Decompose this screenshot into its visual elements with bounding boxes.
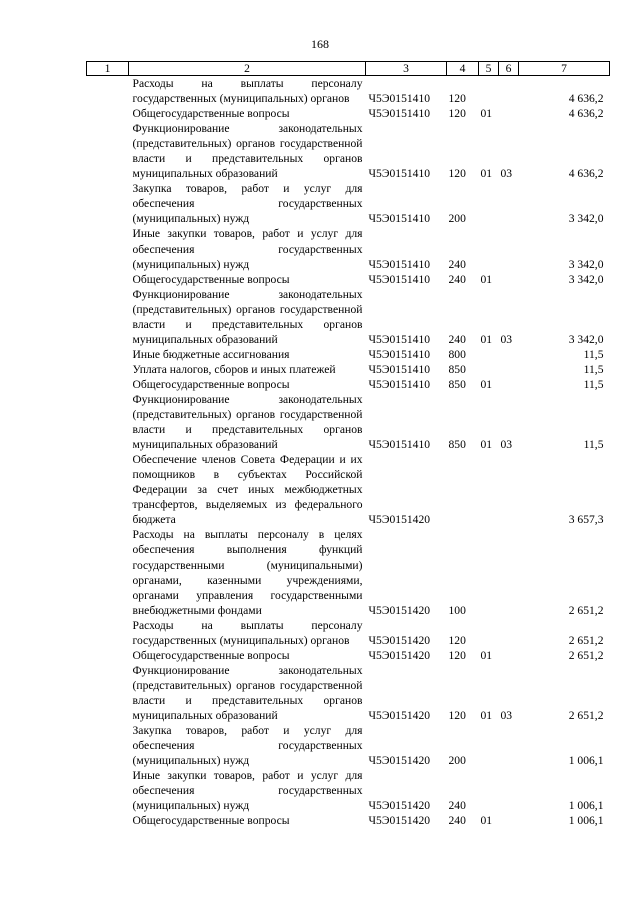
cell-blank [87, 663, 129, 723]
cell-name: Иные бюджетные ассигнования [132, 347, 290, 361]
cell-expense-type: 100 [448, 603, 466, 617]
cell-subsection [499, 813, 519, 828]
cell-section: 01 [480, 272, 493, 286]
cell-subsection [499, 106, 519, 121]
table-row [87, 813, 610, 828]
cell-name: Функционирование законодательных (представительных) органов государственной власти и представительных органов муниципальных образований [132, 287, 363, 346]
cell-amount: 11,5 [583, 362, 604, 376]
cell-subsection [499, 76, 519, 107]
header-row [87, 62, 610, 76]
cell-subsection [499, 723, 519, 768]
cell-code: Ч5Э0151410 [368, 332, 431, 346]
cell-expense-type [447, 452, 479, 527]
cell-name: Общегосударственные вопросы [132, 814, 290, 828]
cell-blank [87, 618, 129, 648]
cell-amount: 2 651,2 [568, 633, 604, 647]
cell-subsection [499, 452, 519, 527]
cell-blank [87, 76, 129, 107]
cell-amount: 1 006,1 [568, 799, 604, 813]
cell-name: Расходы на выплаты персоналу государственных (муниципальных) органов [132, 77, 363, 106]
cell-amount: 3 342,0 [568, 257, 604, 271]
cell-code: Ч5Э0151410 [368, 362, 431, 376]
cell-name: Закупка товаров, работ и услуг для обеспечения государственных (муниципальных) нужд [132, 182, 363, 226]
cell-name: Закупка товаров, работ и услуг для обеспечения государственных (муниципальных) нужд [132, 724, 363, 768]
cell-subsection: 03 [500, 332, 513, 346]
cell-blank [87, 527, 129, 617]
cell-amount: 3 342,0 [568, 272, 604, 286]
cell-section [479, 181, 499, 226]
cell-expense-type: 850 [448, 438, 466, 452]
cell-subsection [499, 618, 519, 648]
cell-code: Ч5Э0151420 [368, 754, 431, 768]
cell-amount: 4 636,2 [568, 107, 604, 121]
table-row [87, 663, 610, 723]
cell-expense-type: 120 [448, 708, 466, 722]
column-header-6: 6 [499, 62, 519, 76]
cell-amount: 2 651,2 [568, 603, 604, 617]
column-header-4: 4 [447, 62, 479, 76]
cell-subsection [499, 648, 519, 663]
table-row [87, 527, 610, 617]
table-row [87, 618, 610, 648]
table-row [87, 723, 610, 768]
cell-code: Ч5Э0151420 [368, 799, 431, 813]
cell-subsection [499, 362, 519, 377]
cell-code: Ч5Э0151420 [368, 708, 431, 722]
cell-expense-type: 120 [448, 167, 466, 181]
cell-expense-type: 240 [448, 272, 466, 286]
cell-amount: 1 006,1 [568, 754, 604, 768]
cell-blank [87, 226, 129, 271]
cell-section: 01 [480, 107, 493, 121]
table-row [87, 121, 610, 181]
cell-expense-type: 850 [448, 362, 466, 376]
cell-amount: 3 342,0 [568, 332, 604, 346]
cell-amount: 2 651,2 [568, 648, 604, 662]
table-row [87, 106, 610, 121]
cell-expense-type: 200 [448, 754, 466, 768]
cell-subsection [499, 226, 519, 271]
cell-code: Ч5Э0151410 [368, 438, 431, 452]
cell-blank [87, 287, 129, 347]
cell-blank [87, 121, 129, 181]
cell-section: 01 [480, 167, 493, 181]
column-header-7: 7 [519, 62, 610, 76]
column-header-5: 5 [479, 62, 499, 76]
column-header-2: 2 [129, 62, 366, 76]
cell-expense-type: 120 [448, 648, 466, 662]
cell-expense-type: 200 [448, 212, 466, 226]
cell-blank [87, 377, 129, 392]
table-row [87, 272, 610, 287]
table-row [87, 76, 610, 107]
table-row [87, 377, 610, 392]
cell-subsection [499, 272, 519, 287]
cell-section: 01 [480, 377, 493, 391]
cell-section [479, 226, 499, 271]
cell-name: Расходы на выплаты персоналу государственных (муниципальных) органов [132, 618, 363, 647]
cell-blank [87, 181, 129, 226]
table-row [87, 452, 610, 527]
cell-amount: 11,5 [583, 347, 604, 361]
cell-expense-type: 120 [448, 633, 466, 647]
cell-expense-type: 240 [448, 332, 466, 346]
cell-subsection: 03 [500, 167, 513, 181]
cell-subsection: 03 [500, 438, 513, 452]
cell-amount: 4 636,2 [568, 167, 604, 181]
cell-amount: 3 342,0 [568, 212, 604, 226]
cell-amount: 3 657,3 [568, 513, 604, 527]
cell-section: 01 [480, 438, 493, 452]
cell-subsection [499, 377, 519, 392]
cell-name: Функционирование законодательных (представительных) органов государственной власти и представительных органов муниципальных образований [132, 663, 363, 722]
cell-code: Ч5Э0151410 [368, 212, 431, 226]
cell-name: Общегосударственные вопросы [132, 107, 290, 121]
budget-table [86, 61, 610, 828]
cell-code: Ч5Э0151410 [368, 107, 431, 121]
table-row [87, 768, 610, 813]
cell-section: 01 [480, 648, 493, 662]
cell-code: Ч5Э0151420 [368, 513, 431, 527]
cell-section [479, 723, 499, 768]
cell-name: Функционирование законодательных (представительных) органов государственной власти и представительных органов муниципальных образований [132, 122, 363, 181]
column-header-1: 1 [87, 62, 129, 76]
cell-code: Ч5Э0151420 [368, 633, 431, 647]
cell-expense-type: 240 [448, 799, 466, 813]
cell-code: Ч5Э0151420 [368, 648, 431, 662]
cell-code: Ч5Э0151410 [368, 92, 431, 106]
cell-section [479, 362, 499, 377]
cell-blank [87, 723, 129, 768]
cell-code: Ч5Э0151410 [368, 167, 431, 181]
page-number: 168 [311, 37, 329, 51]
cell-section: 01 [480, 332, 493, 346]
cell-name: Иные закупки товаров, работ и услуг для обеспечения государственных (муниципальных) нужд [132, 227, 363, 271]
cell-code: Ч5Э0151410 [368, 347, 431, 361]
cell-blank [87, 452, 129, 527]
cell-section: 01 [480, 708, 493, 722]
cell-subsection [499, 768, 519, 813]
cell-amount: 4 636,2 [568, 92, 604, 106]
cell-name: Общегосударственные вопросы [132, 648, 290, 662]
cell-section [479, 76, 499, 107]
cell-name: Общегосударственные вопросы [132, 272, 290, 286]
cell-code: Ч5Э0151420 [368, 814, 431, 828]
cell-amount: 11,5 [583, 377, 604, 391]
cell-amount: 1 006,1 [568, 814, 604, 828]
cell-expense-type: 240 [448, 814, 466, 828]
table-row [87, 347, 610, 362]
cell-subsection [499, 181, 519, 226]
cell-name: Иные закупки товаров, работ и услуг для обеспечения государственных (муниципальных) нужд [132, 769, 363, 813]
cell-code: Ч5Э0151410 [368, 377, 431, 391]
table-body [87, 76, 610, 829]
cell-blank [87, 648, 129, 663]
cell-section [479, 452, 499, 527]
cell-expense-type: 240 [448, 257, 466, 271]
cell-expense-type: 800 [448, 347, 466, 361]
cell-code: Ч5Э0151410 [368, 257, 431, 271]
cell-code: Ч5Э0151410 [368, 272, 431, 286]
table-row [87, 287, 610, 347]
cell-name: Функционирование законодательных (представительных) органов государственной власти и представительных органов муниципальных образований [132, 392, 363, 452]
cell-code: Ч5Э0151420 [368, 603, 431, 617]
cell-section [479, 527, 499, 617]
cell-section [479, 768, 499, 813]
cell-blank [87, 347, 129, 362]
cell-section: 01 [480, 814, 493, 828]
cell-subsection: 03 [500, 708, 513, 722]
cell-name: Обеспечение членов Совета Федерации и их помощников в субъектах Российской Федерации за счет иных межбюджетных трансфертов, выделяемых из федерального бюджета [132, 453, 363, 527]
cell-blank [87, 362, 129, 377]
cell-name: Общегосударственные вопросы [132, 377, 290, 391]
cell-section [479, 347, 499, 362]
table-row [87, 362, 610, 377]
cell-expense-type: 120 [448, 107, 466, 121]
cell-name: Уплата налогов, сборов и иных платежей [132, 362, 336, 376]
cell-expense-type: 850 [448, 377, 466, 391]
cell-blank [87, 392, 129, 452]
table-row [87, 181, 610, 226]
cell-subsection [499, 347, 519, 362]
cell-amount: 11,5 [583, 438, 604, 452]
cell-section [479, 618, 499, 648]
cell-subsection [499, 527, 519, 617]
cell-expense-type: 120 [448, 92, 466, 106]
table-row [87, 226, 610, 271]
cell-name: Расходы на выплаты персоналу в целях обеспечения выполнения функций государственными (муниципальными) органами, казенными учреждениями, органами управления государственными внебюджетными фондами [132, 528, 363, 617]
cell-amount: 2 651,2 [568, 708, 604, 722]
column-header-3: 3 [366, 62, 447, 76]
table-row [87, 648, 610, 663]
cell-blank [87, 813, 129, 828]
cell-blank [87, 106, 129, 121]
cell-blank [87, 768, 129, 813]
table-row [87, 392, 610, 452]
cell-blank [87, 272, 129, 287]
